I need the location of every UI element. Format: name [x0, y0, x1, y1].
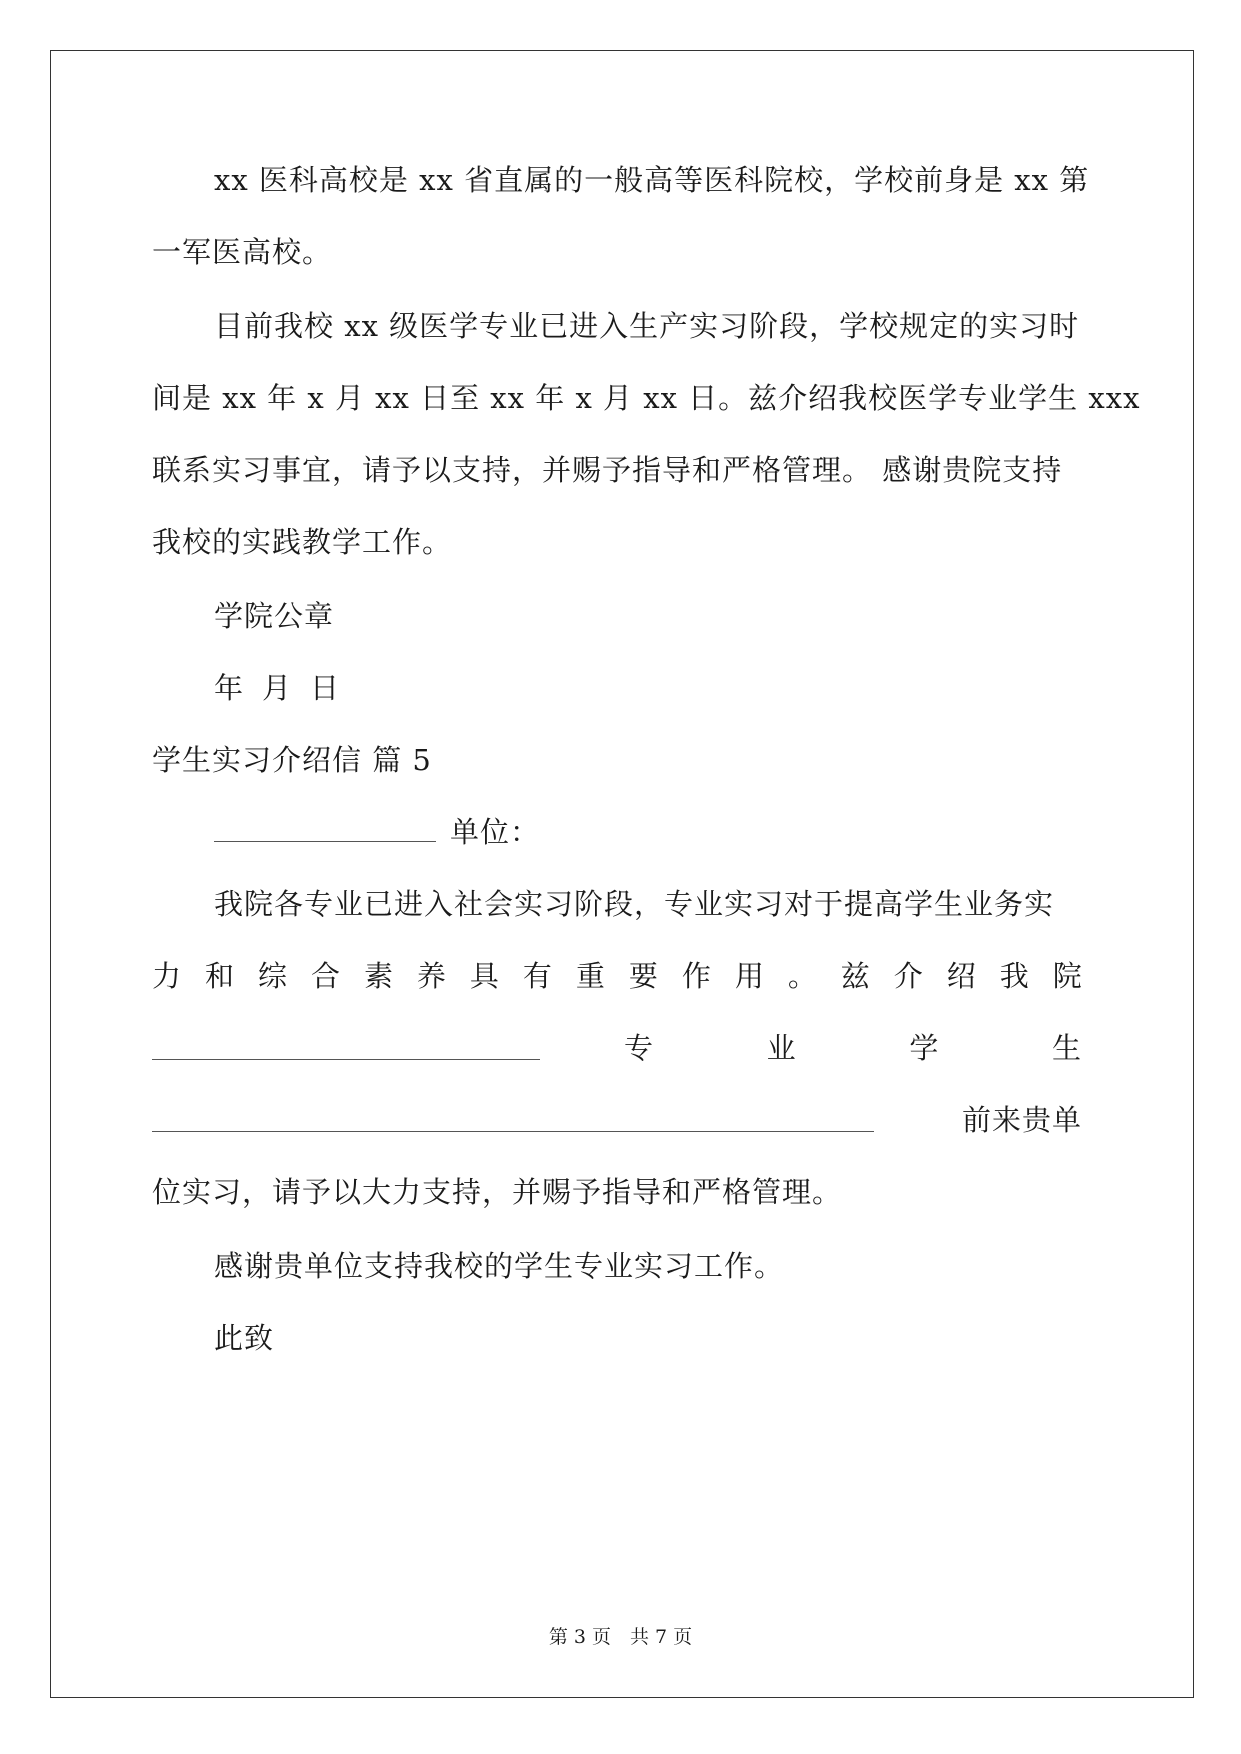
paragraph-4: 感谢贵单位支持我校的学生专业实习工作。: [214, 1249, 785, 1283]
page-border: [50, 50, 1194, 1698]
student-name-blank: [152, 1105, 874, 1132]
date-day-label: 日: [310, 671, 341, 705]
paragraph-2-line-1: 目前我校 xx 级医学专业已进入生产实习阶段，学校规定的实习时: [214, 309, 1080, 343]
paragraph-3-line-2-char: 具: [469, 959, 499, 993]
paragraph-3-line-4-tail: 前来贵单: [961, 1103, 1082, 1137]
paragraph-3-line-2-char: 兹: [840, 959, 870, 993]
paragraph-3-line-5: 位实习，请予以大力支持，并赐予指导和严格管理。: [152, 1175, 843, 1209]
date-year-label: 年: [214, 671, 245, 705]
closing-salutation: 此致: [214, 1321, 275, 1355]
paragraph-3-line-2-char: 作: [681, 959, 711, 993]
paragraph-3-line-2-char: 用: [734, 959, 764, 993]
paragraph-3-line-2-char: 素: [363, 959, 393, 993]
paragraph-3-line-2-char: 合: [310, 959, 340, 993]
unit-line: [152, 812, 1144, 852]
paragraph-3-line-2-char: 我: [999, 959, 1029, 993]
paragraph-3-line-2-char: 。: [787, 959, 817, 993]
page-footer: 第 3 页 共 7 页: [548, 1626, 693, 1648]
major-student-char: 业: [766, 1031, 797, 1065]
paragraph-3-line-4: [152, 1100, 1082, 1140]
paragraph-3-line-3: [152, 1028, 1082, 1068]
seal-label: 学院公章: [214, 599, 335, 633]
paragraph-3-line-2-char: 要: [628, 959, 658, 993]
paragraph-1-line-1: xx 医科高校是 xx 省直属的一般高等医科院校，学校前身是 xx 第: [214, 163, 1090, 197]
paragraph-2-line-2: 间是 xx 年 x 月 xx 日至 xx 年 x 月 xx 日。兹介绍我校医学专业学生 xxx: [152, 381, 1141, 415]
major-student-char: 专: [624, 1031, 655, 1065]
paragraph-3-line-2-char: 绍: [946, 959, 976, 993]
paragraph-3-line-1: 我院各专业已进入社会实习阶段，专业实习对于提高学生业务实: [214, 887, 1055, 921]
unit-blank: [214, 815, 436, 842]
paragraph-3-line-2-char: 介: [893, 959, 923, 993]
paragraph-3-line-2-char: 和: [204, 959, 234, 993]
date-month-label: 月: [262, 671, 293, 705]
paragraph-3-line-2-char: 力: [152, 959, 182, 993]
major-student-label: [540, 1028, 1082, 1068]
paragraph-1-line-2: 一军医高校。: [152, 235, 333, 269]
major-student-char: 生: [1051, 1031, 1082, 1065]
paragraph-3-line-2-char: 院: [1052, 959, 1082, 993]
major-student-char: 学: [909, 1031, 940, 1065]
paragraph-3-line-2-char: 养: [416, 959, 446, 993]
major-blank: [152, 1033, 540, 1060]
section-title: 学生实习介绍信 篇 5: [152, 743, 432, 777]
paragraph-2-line-4: 我校的实践教学工作。: [152, 525, 453, 559]
paragraph-3-line-2-char: 重: [575, 959, 605, 993]
paragraph-3-line-2: [152, 956, 1082, 996]
paragraph-2-line-3: 联系实习事宜，请予以支持，并赐予指导和严格管理。 感谢贵院支持: [152, 453, 1063, 487]
paragraph-3-line-2-char: 有: [522, 959, 552, 993]
unit-label: 单位：: [450, 815, 541, 849]
date-line: [152, 668, 1144, 708]
paragraph-3-line-2-char: 综: [257, 959, 287, 993]
